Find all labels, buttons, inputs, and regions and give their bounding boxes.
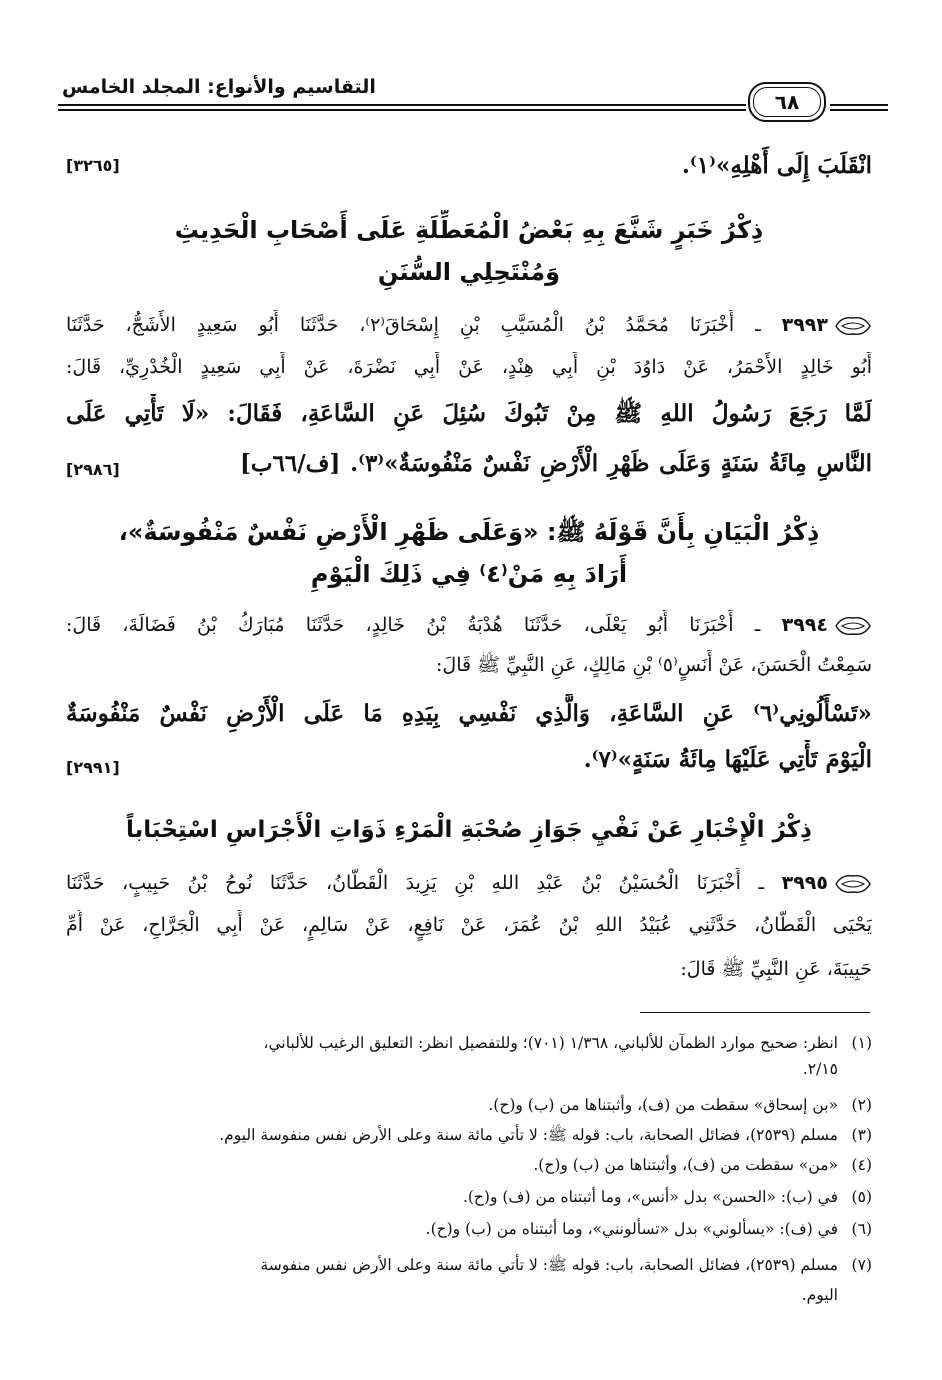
page-number: ٦٨ (748, 82, 826, 122)
hadith-reference: [٣٢٦٥] (66, 156, 120, 175)
text-line: أَبُو خَالِدٍ الأَحْمَرُ، عَنْ دَاوُدَ بْنِ أَبِي هِنْدٍ، عَنْ أَبِي نَضْرَةَ، عَنْ أَبِي سَعِيدٍ الْخُدْرِيِّ، قَالَ: (66, 356, 872, 378)
text-line: يَحْيَى الْقَطَّانُ، حَدَّثَنِي عُبَيْدُ اللهِ بْنُ عُمَرَ، عَنْ نَافِعٍ، عَنْ سَالِمٍ، عَنْ أَبِي الْجَرَّاحِ، عَنْ أُمِّ (66, 914, 872, 936)
footnote-text: مسلم (٢٥٣٩)، فضائل الصحابة، باب: قوله ﷺ: لا تأتي مائة سنة وعلى الأرض نفس منفوسة (260, 1256, 838, 1274)
footnote (66, 1056, 872, 1084)
footnote (66, 1216, 872, 1244)
text-run: ـ أَخْبَرَنَا مُحَمَّدُ بْنُ الْمُسَيَّبِ بْنِ إِسْحَاقَ⁽٢⁾، حَدَّثَنَا أَبُو سَعِيدٍ الأَشَجُّ، حَدَّثَنَا (66, 314, 761, 336)
footnote (66, 1030, 872, 1058)
text-run: ـ أَخْبَرَنَا أَبُو يَعْلَى، حَدَّثَنَا هُدْبَةُ بْنُ خَالِدٍ، حَدَّثَنَا مُبَارَكُ بْنُ فَضَالَةَ، قَالَ: (66, 614, 761, 636)
footnote-number: (٥) (851, 1188, 872, 1206)
footnote (66, 1152, 872, 1180)
footnote-text: مسلم (٢٥٣٩)، فضائل الصحابة، باب: قوله ﷺ: لا تأتي مائة سنة وعلى الأرض نفس منفوسة اليوم. (219, 1126, 838, 1144)
section-heading: ذِكْرُ الْبَيَانِ بِأَنَّ قَوْلَهُ ﷺ: «وَعَلَى ظَهْرِ الْأَرْضِ نَفْسٌ مَنْفُوسَةٌ»، (118, 518, 820, 546)
footnote-text: اليوم. (801, 1286, 838, 1304)
text-line: النَّاسِ مِائَةُ سَنَةٍ وَعَلَى ظَهْرِ الْأَرْضِ نَفْسٌ مَنْفُوسَةٌ»⁽٣⁾. [ف/٦٦ب] (240, 450, 872, 477)
text-line (66, 868, 872, 900)
section-heading: ذِكْرُ خَبَرٍ شَنَّعَ بِهِ بَعْضُ الْمُعَطِّلَةِ عَلَى أَصْحَابِ الْحَدِيثِ (174, 216, 764, 244)
footnote-number: (٧) (851, 1256, 872, 1274)
footnote-text: «من» سقطت من (ف)، وأثبتناها من (ب) و(ح). (533, 1156, 838, 1174)
footnote-number: (٦) (851, 1220, 872, 1238)
text-run: ـ أَخْبَرَنَا الْحُسَيْنُ بْنُ عَبْدِ اللهِ بْنِ يَزِيدَ الْقَطَّانُ، حَدَّثَنَا نُوحُ بْنُ حَبِيبٍ، حَدَّثَنَا (66, 872, 765, 894)
section-heading: أَرَادَ بِهِ مَنْ⁽٤⁾ فِي ذَلِكَ الْيَوْمِ (310, 560, 628, 588)
page-header (58, 60, 888, 124)
text-line: «تَسْأَلُونِي⁽٦⁾ عَنِ السَّاعَةِ، وَالَّذِي نَفْسِي بِيَدِهِ مَا عَلَى الْأَرْضِ نَفْسٌ مَنْفُوسَةٌ (66, 700, 872, 727)
akhbarana-ornament-icon (834, 315, 872, 337)
text-line: الْيَوْمَ تَأْتِي عَلَيْهَا مِائَةُ سَنَةٍ»⁽٧⁾. (583, 746, 872, 773)
footnote (66, 1122, 872, 1150)
header-rule (58, 109, 746, 111)
hadith-reference: [٢٩٩١] (66, 758, 120, 777)
footnote-text: ٢/١٥. (802, 1060, 838, 1078)
footnote-text: في (ب): «الحسن» بدل «أنس»، وما أثبتناه من (ف) و(ح). (462, 1188, 838, 1206)
footnote-number: (١) (851, 1034, 872, 1052)
header-rule (830, 109, 888, 111)
akhbarana-ornament-icon (834, 615, 872, 637)
text-line: انْقَلَبَ إِلَى أَهْلِهِ»⁽١⁾. (681, 152, 872, 179)
hadith-number: ٣٩٩٣ (781, 314, 828, 336)
footnote-number: (٤) (851, 1156, 872, 1174)
section-heading: وَمُنْتَحِلِي السُّنَنِ (377, 258, 561, 286)
footnote (66, 1184, 872, 1212)
footnote-number: (٢) (851, 1096, 872, 1114)
footnote (66, 1092, 872, 1120)
footnote-number: (٣) (851, 1126, 872, 1144)
hadith-reference: [٢٩٨٦] (66, 460, 120, 479)
text-line (66, 310, 872, 342)
header-rule (830, 104, 888, 106)
footnote (66, 1252, 872, 1280)
text-line: حَبِيبَةَ، عَنِ النَّبِيِّ ﷺ قَالَ: (680, 958, 872, 980)
akhbarana-ornament-icon (834, 873, 872, 895)
footnote-text: في (ف): «يسألوني» بدل «تسألونني»، وما أثبتناه من (ب) و(ح). (425, 1220, 838, 1238)
text-line: لَمَّا رَجَعَ رَسُولُ اللهِ ﷺ مِنْ تَبُوكَ سُئِلَ عَنِ السَّاعَةِ، فَقَالَ: «لَا تَأْتِي عَلَى (66, 400, 872, 427)
hadith-number: ٣٩٩٥ (781, 872, 828, 894)
hadith-number: ٣٩٩٤ (781, 614, 828, 636)
section-heading: ذِكْرُ الْإِخْبَارِ عَنْ نَفْيِ جَوَازِ صُحْبَةِ الْمَرْءِ ذَوَاتِ الْأَجْرَاسِ اسْتِحْبَاباً (126, 817, 812, 843)
footnote (66, 1282, 872, 1310)
footnote-text: انظر: صحيح موارد الظمآن للألباني، ١/٣٦٨ (٧٠١)؛ وللتفصيل انظر: التعليق الرغيب للألباني، (263, 1034, 838, 1052)
footnote-separator (640, 1012, 870, 1013)
footnote-text: «بن إسحاق» سقطت من (ف)، وأثبتناها من (ب) و(ح). (488, 1096, 838, 1114)
header-rule (58, 104, 746, 106)
running-title: التقاسيم والأنواع: المجلد الخامس (62, 76, 376, 98)
text-line: سَمِعْتُ الْحَسَنَ، عَنْ أَنَسٍ⁽٥⁾ بْنِ مَالِكٍ، عَنِ النَّبِيِّ ﷺ قَالَ: (436, 654, 872, 676)
text-line (66, 610, 872, 642)
